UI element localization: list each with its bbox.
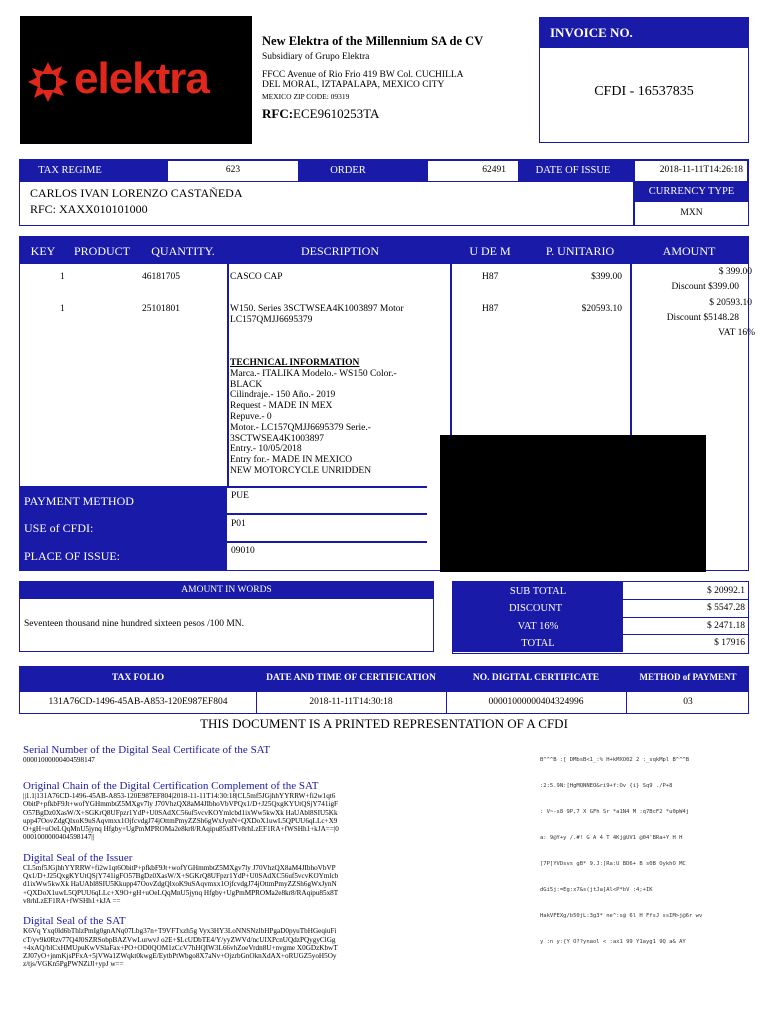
row2-unit-price: $20593.10 — [581, 304, 622, 314]
tech-line: Repuve.- 0 — [230, 411, 272, 422]
tax-folio-value: 131A76CD-1496-45AB-A853-120E987EF804 — [48, 697, 228, 707]
row1-unit-price: $399.00 — [591, 272, 622, 282]
original-chain-value: ||1.1|131A76CD-1496-45AB-A853-120E987EF804|2018-11-11T14:30:18|CL5mf5JGjhhYYRRW+fi2w1qt6ObitP+pfkbF9Jt+wofYGHmmbtZ5MXgv7ly J70VhzQX8aM4JIbhoVbVPQx1/D+J25QxgKYUtQSjY741igFO57BgDz0XasW/X+SGKrQ8UFpzr1YdP+U0SAdXC56uf5vcvKOYmlcbd1ixWw5kwXk HaUAbl8SIU5Kkupp47OovZdgQlxoK9uSAqvmxx1OjfcvdgJ74jOttmPmyZZSh6gWxJynN+QXDoX1uwL5QPUU6qLLc+X9O+gH+uOeLQqMnU5jynq Hfgby+UgPmMPROMa2e8kr8/RAqipu85x8Tv8rhLzEF1RA+fWSHh1+kJA==|00001000000404598147|| — [23, 792, 339, 842]
place-of-issue-label: PLACE OF ISSUE: — [24, 549, 121, 563]
totals-line-2 — [623, 617, 748, 618]
technical-title: TECHNICAL INFORMATION — [230, 358, 360, 368]
cfdi-notice: THIS DOCUMENT IS A PRINTED REPRESENTATION OF A CFDI — [200, 716, 568, 731]
qr-line: : V~-s8 9P,7 X GFh Sr *a1N4 M :q7BcF2 *u0pW4j — [540, 809, 690, 815]
qr-line: B^^^B :[ DMbsB<1_:% H+kMXO02 2 :_sqkMpl B^^^B — [540, 757, 690, 763]
row1-description: CASCO CAP — [230, 272, 283, 282]
divider-desc-left — [227, 264, 229, 486]
tech-line: BLACK — [230, 379, 263, 390]
customer-rfc: RFC: XAXX010101000 — [30, 202, 148, 216]
payment-method-value: PUE — [231, 491, 249, 501]
sat-serial-label: Serial Number of the Digital Seal Certificate of the SAT — [23, 744, 271, 756]
payment-line-2 — [227, 513, 427, 515]
company-address-1: FFCC Avenue of Rio Frio 419 BW Col. CUCHILLA — [262, 70, 464, 80]
qr-code-text — [540, 757, 758, 945]
use-of-cfdi-value: P01 — [231, 519, 246, 529]
company-subsidiary: Subsidiary of Grupo Elektra — [262, 52, 370, 62]
tech-line: Entry for.- MADE IN MEXICO — [230, 455, 353, 466]
original-chain-label: Original Chain of the Digital Certification Complement of the SAT — [23, 780, 319, 792]
issuer-seal-value: CL5mf5JGjhhYYRRW+fi2w1qt6ObitP+pfkbF9Jt+wofYGHmmbtZ5MXgv7ly J70VhzQX8aM4JIbhoVbVPQx1/D+J25QxgKYUtQSjY741igFO57BgDz0XasW/X+SGKrQ8UFpzr1YdP+U0SAdXC56uf5vcvKOYmlcbd1ixWw5kwXk HaUAbl8SIU5Kkupp47OovZdgQlxoK9uSAqvmxx1OjfcvdgJ74jOttmPmyZZSh6gWxJynN+QXDoX1uwL5QPUU6qLLc+X9O+gH+uOeLQqMnU5jynq Hfgby+UgPmMPROMa2e8kr8/RAqipu85x8Tv8rhLzEF1RA+fWSHh1+kJA == — [23, 863, 339, 905]
payment-line-1 — [227, 486, 427, 488]
row1-amount: $ 399.00 — [718, 267, 752, 277]
tax-regime-value-cell — [168, 161, 298, 181]
currency-value: MXN — [680, 208, 703, 218]
tech-line: Marca.- ITALIKA Modelo.- WS150 Color.- — [230, 368, 397, 379]
qr-line: HakVFEXg/b50jL:3g3* ne^:s@ 6l H FfsJ ssIM>j@6r wv — [540, 913, 703, 919]
company-info — [262, 34, 532, 122]
col-description: DESCRIPTION — [300, 244, 379, 258]
amount-in-words-value: Seventeen thousand nine hundred sixteen pesos /100 MN. — [24, 619, 245, 629]
col-amount: AMOUNT — [662, 244, 716, 258]
redacted-area — [440, 435, 706, 572]
invoice-number: CFDI - 16537835 — [594, 84, 694, 99]
vat-value: $ 2471.18 — [707, 621, 745, 631]
digital-certificate-value: 00001000000404324996 — [488, 697, 584, 707]
amount-in-words-label: AMOUNT IN WORDS — [181, 585, 272, 595]
invoice-label-bar — [540, 18, 748, 48]
col-unit-price: P. UNITARIO — [545, 244, 615, 258]
invoice-box — [539, 17, 749, 143]
currency-divider — [633, 182, 635, 225]
sat-serial-value: 00001000000404598147 — [23, 756, 95, 764]
amount-in-words-box — [19, 581, 434, 652]
qr-line: :2:5.9N:[HgMQNNEO&ri9+f:Ov {i} Sq9 ./P+8 — [540, 783, 673, 789]
technical-info — [230, 358, 445, 477]
order-label: ORDER — [330, 165, 366, 176]
certification-date-label: DATE AND TIME OF CERTIFICATION — [266, 673, 436, 683]
currency-label-bar — [635, 182, 748, 202]
qr-line: dGi5j:=Eg:x7&s(jtJa]Al<P*bV :4;+IK — [540, 887, 653, 893]
tech-line: 3SCTWSEA4K1003897 — [230, 433, 324, 444]
payment-method-label: PAYMENT METHOD — [24, 494, 134, 508]
issuer-seal-label: Digital Seal of the Issuer — [23, 851, 133, 864]
row2-product: 25101801 — [142, 304, 180, 314]
digital-certificate-label: NO. DIGITAL CERTIFICATE — [472, 673, 600, 683]
totals-line-1 — [623, 599, 748, 600]
discount-value: $ 5547.28 — [707, 603, 745, 613]
elektra-logo-icon — [26, 60, 70, 104]
col-unit: U DE M — [469, 244, 511, 258]
subtotal-value: $ 20992.1 — [707, 586, 745, 596]
company-rfc-label: RFC: — [262, 106, 294, 121]
vat-label: VAT 16% — [517, 621, 559, 632]
row2-description: W150. Series 3SCTWSEA4K1003897 Motor LC157QMJJ6695379 — [230, 304, 404, 325]
qr-line: [7P]YVDsvs gB* 9.J:[Ra:U BD6+ B s0B OykhO MC — [540, 861, 686, 867]
totals-box — [452, 581, 749, 654]
date-of-issue-value: 2018-11-11T14:26:18 — [659, 165, 743, 175]
company-rfc-value: ECE9610253TA — [293, 106, 380, 121]
col-quantity: QUANTITY. — [151, 244, 215, 258]
qr-line: a: 9@Y+y /.#! G A 4 T 4Kj@UV1 @04'BRa+Y H H — [540, 835, 683, 841]
logo-text: elektra — [74, 54, 209, 103]
subtotal-label: SUB TOTAL — [509, 586, 567, 597]
totals-line-3 — [623, 634, 748, 635]
certification-table — [19, 666, 749, 714]
method-of-payment-value: 03 — [683, 697, 693, 707]
company-rfc — [262, 106, 532, 122]
certification-date-value: 2018-11-11T14:30:18 — [309, 697, 393, 707]
row2-key: 1 — [60, 304, 65, 314]
row1-discount: Discount $399.00 — [671, 282, 739, 292]
company-logo — [20, 16, 252, 144]
row1-unit: H87 — [482, 272, 499, 282]
amount-in-words-header — [20, 582, 433, 599]
total-value: $ 17916 — [714, 638, 745, 648]
tech-line: NEW MOTORCYCLE UNRIDDEN — [230, 465, 372, 476]
col-product: PRODUCT — [73, 244, 130, 258]
seals-section — [23, 744, 339, 969]
payment-line-3 — [227, 541, 427, 543]
tech-line: Entry.- 10/05/2018 — [230, 444, 302, 455]
method-of-payment-label: METHOD of PAYMENT — [639, 672, 737, 682]
qr-line: y :n y:{Y O??ynaol < :ax1 99 Y1ayg1 9Q a& AY — [540, 939, 686, 945]
tax-regime-value: 623 — [225, 165, 241, 175]
tech-line: Motor.- LC157QMJJ6695379 Serie.- — [230, 422, 371, 433]
tax-folio-label: TAX FOLIO — [111, 673, 165, 683]
row2-discount: Discount $5148.28 — [666, 313, 739, 323]
sat-seal-label: Digital Seal of the SAT — [23, 915, 126, 928]
customer-name: CARLOS IVAN LORENZO CASTAÑEDA — [30, 186, 243, 200]
row1-product: 46181705 — [142, 272, 180, 282]
company-address-2: DEL MORAL, IZTAPALAPA, MEXICO CITY — [262, 80, 445, 90]
tech-line: Request - MADE IN MEX — [230, 401, 333, 412]
order-value: 62491 — [482, 165, 506, 175]
row2-unit: H87 — [482, 304, 499, 314]
row1-key: 1 — [60, 272, 65, 282]
company-address-3: MEXICO ZIP CODE: 09319 — [262, 92, 350, 101]
col-key: KEY — [30, 244, 56, 258]
date-of-issue-label: DATE OF ISSUE — [535, 165, 611, 176]
order-value-cell — [428, 161, 518, 181]
invoice-label: INVOICE NO. — [550, 25, 633, 40]
total-label: TOTAL — [521, 638, 555, 649]
date-value-cell — [635, 161, 747, 181]
currency-label: CURRENCY TYPE — [648, 186, 735, 197]
summary-row — [19, 159, 749, 226]
tech-line: Cilindraje.- 150 Año.- 2019 — [230, 390, 336, 401]
place-of-issue-value: 09010 — [231, 546, 255, 556]
company-name: New Elektra of the Millennium SA de CV — [262, 34, 484, 48]
sat-seal-value: K6Vq Yxq0ld6bThlzPmIg0gnANq07Lbg37n+T9VFTxzh5g Vyx3HY3LoNNSNzlbHPgaD0pyuTbHGeqiuFicT/yv9k0Rzv77Q4J0SZRSobpBAZVwLurwvJ o2E+$LcUDbTE4/Y/yyZWVd/ncUIXPcnUQdzPQygyClGg+4xAQ/blCxHMUpuKwVSlaFax+PO+OD0QOM1zCcV7hHQIW3L66vhZoeVrdn8U+nvgme X0GDzKbwTZJ07yO+jnmKjsPFxA+5jVWa1ZWqkt0kwgE/EytbPtWbgo8X7aNv+OjzrbGnOknXdAX+oRUGZ5yoH5Oyz/tjs/VGKn5PgPWNZiJl+ypJ w== — [23, 927, 338, 969]
discount-label: DISCOUNT — [508, 603, 563, 614]
row2-amount: $ 20593.10 — [709, 298, 752, 308]
row2-vat: VAT 16% — [718, 328, 755, 338]
tax-regime-label: TAX REGIME — [38, 165, 102, 176]
use-of-cfdi-label: USE of CFDI: — [24, 521, 94, 535]
